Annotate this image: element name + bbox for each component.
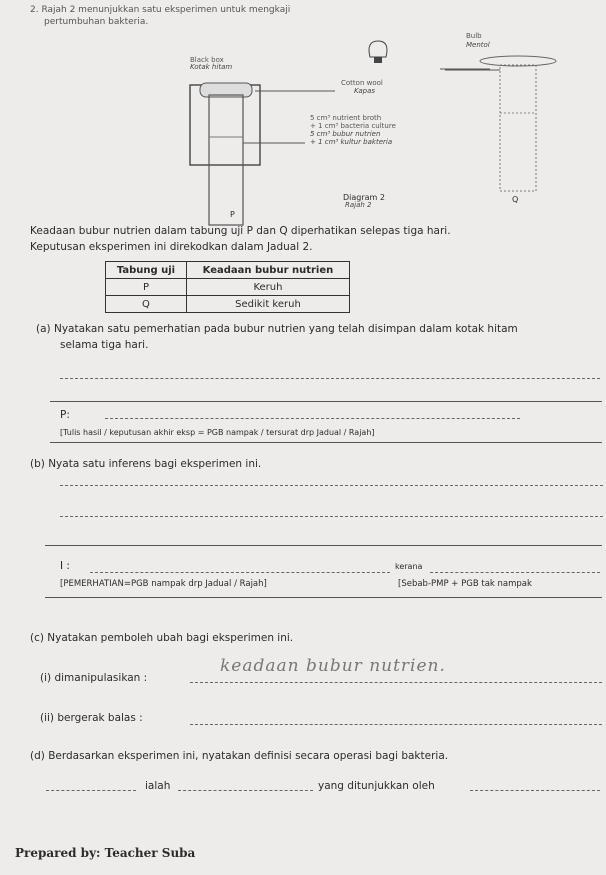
answer-line-because[interactable]: [430, 572, 600, 573]
intro-line-2: Keputusan eksperimen ini direkodkan dalam Jadual 2.: [30, 241, 313, 253]
caption-my: Rajah 2: [345, 201, 372, 209]
question-header-2: pertumbuhan bakteria.: [44, 17, 149, 27]
label-responding: (ii) bergerak balas :: [40, 712, 143, 724]
question-header: 2. Rajah 2 menunjukkan satu eksperimen untuk mengkaji: [30, 5, 291, 15]
caption: Diagram 2: [343, 193, 385, 202]
table-cell: Q: [106, 296, 187, 313]
answer-line-d1[interactable]: [46, 790, 136, 791]
label-tube-p: P: [230, 210, 235, 219]
answer-box-b-bottom: [45, 597, 602, 598]
answer-line-p[interactable]: [105, 418, 520, 419]
note-b-2: [Sebab-PMP + PGB tak nampak: [398, 579, 532, 589]
label-broth-2: + 1 cm³ bacteria culture: [310, 122, 396, 130]
word-because: kerana: [395, 562, 423, 571]
answer-label-p: P:: [60, 409, 70, 421]
label-tube-q: Q: [512, 195, 519, 204]
table-cell: Keruh: [186, 279, 349, 296]
footer: Prepared by: Teacher Suba: [15, 846, 196, 860]
bulb-shape: [369, 41, 387, 57]
answer-line-manipulated[interactable]: [190, 682, 602, 683]
label-broth-4: + 1 cm³ kultur bakteria: [310, 138, 393, 146]
question-d: (d) Berdasarkan eksperimen ini, nyatakan definisi secara operasi bagi bakteria.: [30, 750, 449, 762]
label-black-box-my: Kotak hitam: [190, 63, 233, 71]
answer-line-responding[interactable]: [190, 724, 602, 725]
label-bulb-my: Mentol: [466, 41, 490, 49]
label-broth-3: 5 cm³ bubur nutrien: [310, 130, 381, 138]
table-cell: P: [106, 279, 187, 296]
label-bulb: Bulb: [466, 32, 482, 40]
table-row: [106, 296, 350, 313]
answer-box-bottom: [50, 442, 602, 443]
test-tube-p: [209, 95, 243, 225]
question-a-2: selama tiga hari.: [60, 339, 149, 351]
table-header: Keadaan bubur nutrien: [186, 262, 349, 279]
question-b: (b) Nyata satu inferens bagi eksperimen ini.: [30, 458, 262, 470]
handwritten-answer: keadaan bubur nutrien.: [220, 656, 446, 676]
answer-line-a1: [60, 378, 600, 379]
label-cotton-wool-my: Kapas: [354, 87, 376, 95]
answer-line-b2[interactable]: [60, 516, 603, 517]
answer-line-i[interactable]: [90, 572, 390, 573]
answer-line-d2[interactable]: [178, 790, 313, 791]
results-table: [105, 261, 350, 313]
label-manipulated: (i) dimanipulasikan :: [40, 672, 148, 684]
answer-line-b1[interactable]: [60, 485, 603, 486]
answer-box-b-top: [45, 545, 602, 546]
question-a: (a) Nyatakan satu pemerhatian pada bubur nutrien yang telah disimpan dalam kotak hitam: [36, 323, 518, 335]
table-header-row: [106, 262, 350, 279]
test-tube-q: [500, 65, 536, 191]
label-broth-1: 5 cm³ nutrient broth: [310, 114, 382, 122]
word-ialah: ialah: [145, 780, 171, 792]
note-a: [Tulis hasil / keputusan akhir eksp = PGB nampak / tersurat drp Jadual / Rajah]: [60, 428, 375, 437]
intro-line-1: Keadaan bubur nutrien dalam tabung uji P dan Q diperhatikan selepas tiga hari.: [30, 225, 451, 237]
answer-label-i: I :: [60, 560, 70, 572]
note-b-1: [PEMERHATIAN=PGB nampak drp Jadual / Rajah]: [60, 579, 267, 589]
label-black-box: Black box: [190, 56, 224, 64]
word-shown-by: yang ditunjukkan oleh: [318, 780, 435, 792]
table-cell: Sedikit keruh: [186, 296, 349, 313]
answer-line-d3[interactable]: [470, 790, 600, 791]
answer-box-top: [50, 401, 602, 402]
bulb-base: [374, 57, 382, 63]
label-cotton-wool: Cotton wool: [341, 79, 383, 87]
diagram-drawing: [0, 25, 606, 240]
table-row: [106, 279, 350, 296]
table-header: Tabung uji: [106, 262, 187, 279]
question-c: (c) Nyatakan pemboleh ubah bagi eksperimen ini.: [30, 632, 294, 644]
